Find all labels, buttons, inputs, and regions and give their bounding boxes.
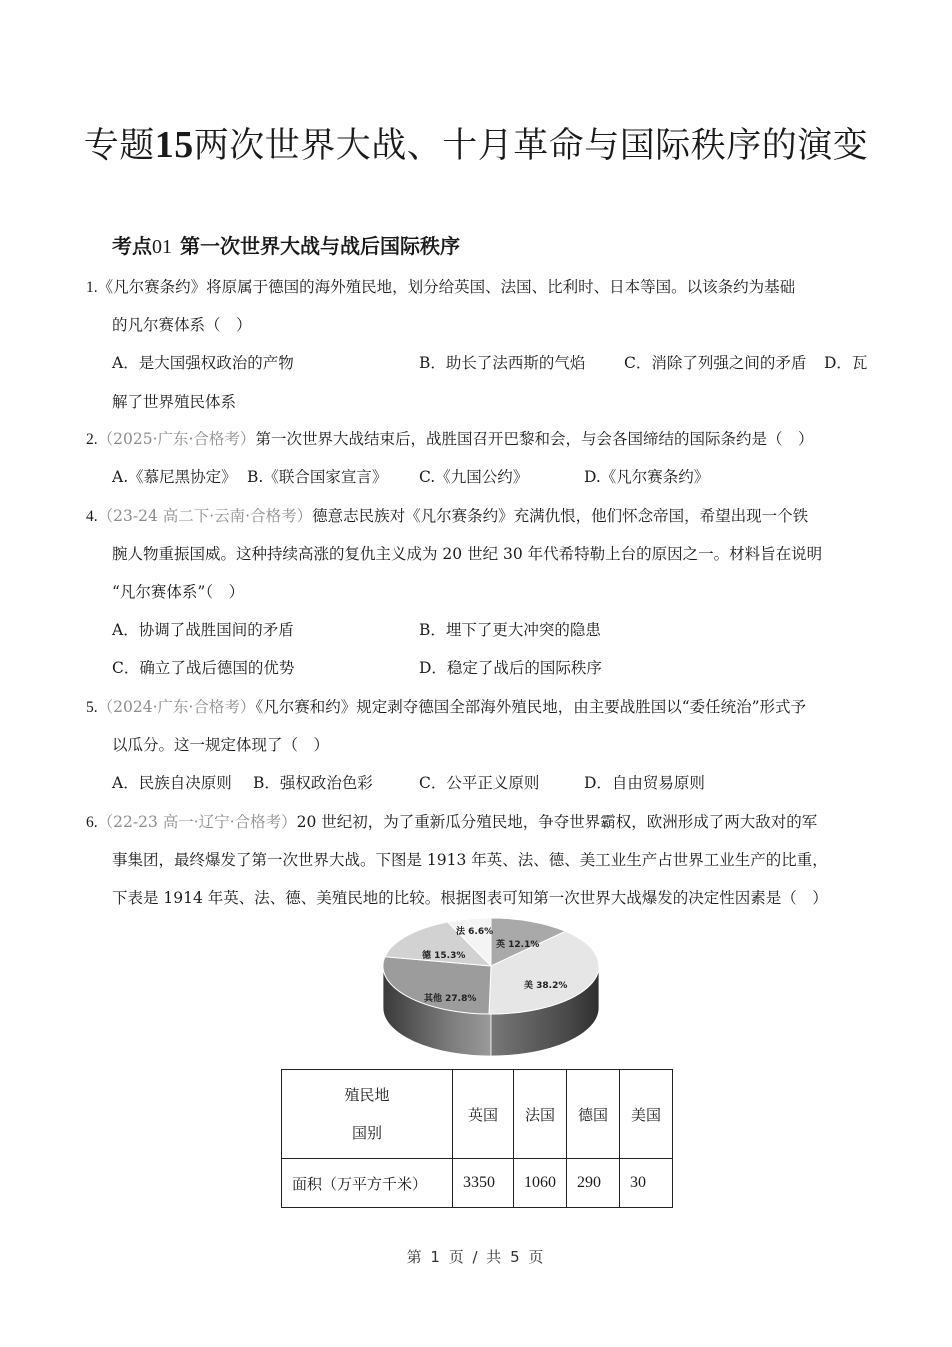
option-b[interactable]: B．助长了法西斯的气焰 bbox=[419, 354, 586, 372]
question-1-line-2: 的凡尔赛体系（ ） bbox=[112, 316, 252, 334]
question-source: （2025·广东·合格考） bbox=[97, 430, 256, 448]
option-c[interactable]: C．消除了列强之间的矛盾 bbox=[624, 354, 807, 372]
question-number: 6. bbox=[86, 814, 98, 831]
question-6-line-1 bbox=[86, 812, 817, 833]
question-text: 德意志民族对《凡尔赛条约》充满仇恨，他们怀念帝国，希望出现一个铁 bbox=[312, 507, 809, 525]
corner-top-label: 殖民地 bbox=[344, 1086, 390, 1104]
question-5-line-1 bbox=[86, 697, 806, 718]
question-number: 5. bbox=[86, 699, 98, 716]
question-6-line-3: 下表是 1914 年英、法、德、美殖民地的比较。根据图表可知第一次世界大战爆发的决定性因素是（ ） bbox=[112, 889, 828, 907]
column-header: 美国 bbox=[620, 1070, 673, 1159]
option-b[interactable]: B．强权政治色彩 bbox=[253, 774, 373, 792]
question-6-line-2: 事集团，最终爆发了第一次世界大战。下图是 1913 年英、法、德、美工业生产占世界工业生产的比重， bbox=[112, 851, 828, 869]
question-5-line-2: 以瓜分。这一规定体现了（ ） bbox=[112, 736, 330, 754]
question-source: （2024·广东·合格考） bbox=[97, 698, 256, 716]
question-source: （23-24 高二下·云南·合格考） bbox=[97, 507, 313, 525]
colony-area-table bbox=[281, 1069, 673, 1208]
option-c[interactable]: C．公平正义原则 bbox=[419, 774, 540, 792]
table-cell: 30 bbox=[620, 1159, 673, 1208]
option-a[interactable]: A．民族自决原则 bbox=[112, 774, 232, 792]
table-cell: 3350 bbox=[453, 1159, 514, 1208]
industrial-share-pie-chart bbox=[378, 918, 604, 1060]
pie-label-usa: 美 38.2% bbox=[524, 981, 568, 991]
column-header: 法国 bbox=[514, 1070, 567, 1159]
pie-label-france: 法 6.6% bbox=[456, 927, 494, 937]
page-title bbox=[0, 118, 952, 168]
table-corner-cell bbox=[282, 1070, 453, 1159]
section-heading bbox=[112, 230, 460, 259]
question-source: （22-23 高一·辽宁·合格考） bbox=[97, 813, 297, 831]
table-cell: 290 bbox=[567, 1159, 620, 1208]
page-footer: 第 1 页 / 共 5 页 bbox=[406, 1248, 546, 1266]
title-prefix: 专题 bbox=[83, 126, 155, 166]
title-number: 15 bbox=[154, 124, 194, 166]
question-text: 第一次世界大战结束后，战胜国召开巴黎和会，与会各国缔结的国际条约是（ ） bbox=[255, 430, 814, 448]
pie-label-germany: 德 15.3% bbox=[422, 951, 466, 961]
pie-label-britain: 英 12.1% bbox=[496, 940, 540, 950]
option-a[interactable]: A．是大国强权政治的产物 bbox=[112, 354, 294, 372]
column-header: 德国 bbox=[567, 1070, 620, 1159]
question-number: 2. bbox=[86, 431, 98, 448]
section-title: 第一次世界大战与战后国际秩序 bbox=[180, 234, 460, 258]
table-row bbox=[282, 1159, 673, 1208]
question-4-line-2: 腕人物重振国威。这种持续高涨的复仇主义成为 20 世纪 30 年代希特勒上台的原因之一。材料旨在说明 bbox=[112, 545, 823, 563]
option-c[interactable]: C．确立了战后德国的优势 bbox=[112, 659, 295, 677]
question-4-line-3: “凡尔赛体系”（ ） bbox=[112, 583, 245, 601]
column-header: 英国 bbox=[453, 1070, 514, 1159]
option-b[interactable]: B.《联合国家宣言》 bbox=[247, 468, 388, 486]
section-number: 01 bbox=[152, 236, 172, 258]
question-4-line-1 bbox=[86, 506, 808, 527]
corner-bottom-label: 国别 bbox=[351, 1124, 382, 1142]
option-d[interactable]: D.《凡尔赛条约》 bbox=[584, 468, 710, 486]
pie-chart-graphic bbox=[378, 918, 604, 1060]
question-number: 1. bbox=[86, 279, 98, 296]
question-2-line-1 bbox=[86, 429, 813, 450]
option-d-continued: 解了世界殖民体系 bbox=[112, 393, 237, 411]
question-number: 4. bbox=[86, 508, 98, 525]
table-cell: 1060 bbox=[514, 1159, 567, 1208]
title-text: 两次世界大战、十月革命与国际秩序的演变 bbox=[193, 126, 869, 166]
option-b[interactable]: B．埋下了更大冲突的隐患 bbox=[419, 621, 601, 639]
option-d[interactable]: D．瓦 bbox=[824, 354, 868, 372]
option-a[interactable]: A．协调了战胜国间的矛盾 bbox=[112, 621, 294, 639]
question-1-line-1 bbox=[86, 277, 795, 298]
row-label: 面积（万平方千米） bbox=[282, 1159, 453, 1208]
section-label: 考点 bbox=[112, 234, 152, 258]
option-a[interactable]: A.《慕尼黑协定》 bbox=[112, 468, 237, 486]
question-text: 《凡尔赛和约》规定剥夺德国全部海外殖民地，由主要战胜国以“委任统治”形式予 bbox=[255, 698, 807, 716]
question-text: 《凡尔赛条约》将原属于德国的海外殖民地，划分给英国、法国、比利时、日本等国。以该条约为基础 bbox=[97, 278, 796, 296]
option-d[interactable]: D．自由贸易原则 bbox=[584, 774, 705, 792]
option-c[interactable]: C.《九国公约》 bbox=[419, 468, 529, 486]
table-header-row bbox=[282, 1070, 673, 1159]
option-d[interactable]: D．稳定了战后的国际秩序 bbox=[419, 659, 602, 677]
question-text: 20 世纪初，为了重新瓜分殖民地，争夺世界霸权，欧洲形成了两大敌对的军 bbox=[296, 813, 818, 831]
pie-label-others: 其他 27.8% bbox=[424, 994, 477, 1004]
